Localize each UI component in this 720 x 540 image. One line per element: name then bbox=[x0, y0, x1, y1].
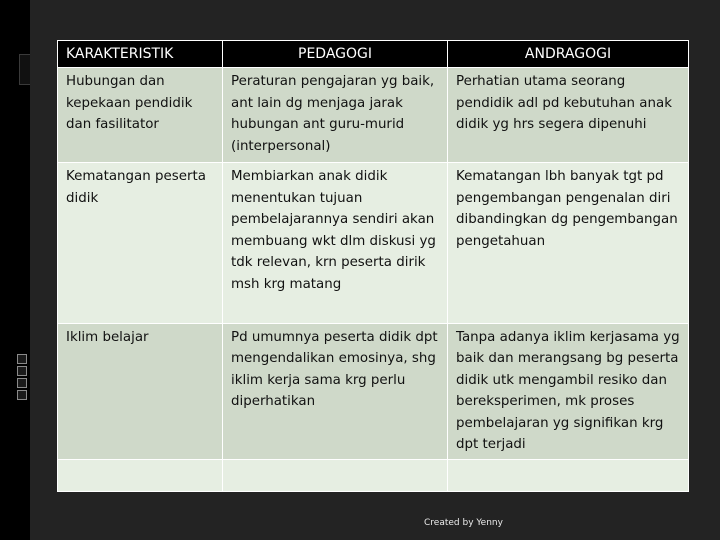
decorative-square-1 bbox=[17, 354, 27, 364]
cell-characteristic: Kematangan peserta didik bbox=[58, 163, 223, 323]
header-pedagogi: PEDAGOGI bbox=[223, 41, 448, 68]
cell-andragogi: Kematangan lbh banyak tgt pd pengembangan pengenalan diri dibandingkan dg pengembangan pengetahuan bbox=[448, 163, 689, 323]
cell-characteristic: Iklim belajar bbox=[58, 323, 223, 459]
table-row-empty bbox=[58, 459, 689, 491]
cell-characteristic: Hubungan dan kepekaan pendidik dan fasilitator bbox=[58, 68, 223, 163]
cell-characteristic bbox=[58, 459, 223, 491]
cell-pedagogi: Peraturan pengajaran yg baik, ant lain dg menjaga jarak hubungan ant guru-murid (interpersonal) bbox=[223, 68, 448, 163]
cell-pedagogi bbox=[223, 459, 448, 491]
cell-pedagogi: Membiarkan anak didik menentukan tujuan pembelajarannya sendiri akan membuang wkt dlm diskusi yg tdk relevan, krn peserta dirik msh krg matang bbox=[223, 163, 448, 323]
decorative-square-3 bbox=[17, 378, 27, 388]
decorative-square-4 bbox=[17, 390, 27, 400]
footer-credit: Created by Yenny bbox=[424, 518, 503, 528]
cell-pedagogi: Pd umumnya peserta didik dpt mengendalikan emosinya, shg iklim kerja sama krg perlu diperhatikan bbox=[223, 323, 448, 459]
table-header-row bbox=[58, 41, 689, 68]
header-andragogi: ANDRAGOGI bbox=[448, 41, 689, 68]
cell-andragogi bbox=[448, 459, 689, 491]
cell-andragogi: Tanpa adanya iklim kerjasama yg baik dan merangsang bg peserta didik utk mengambil resiko dan bereksperimen, mk proses pembelajaran yg signifikan krg dpt terjadi bbox=[448, 323, 689, 459]
header-characteristic: KARAKTERISTIK bbox=[58, 41, 223, 68]
slide-left-decoration bbox=[0, 0, 30, 540]
comparison-table bbox=[57, 40, 689, 492]
table-row bbox=[58, 68, 689, 163]
table-row bbox=[58, 323, 689, 459]
decorative-square-2 bbox=[17, 366, 27, 376]
table-row bbox=[58, 163, 689, 323]
cell-andragogi: Perhatian utama seorang pendidik adl pd kebutuhan anak didik yg hrs segera dipenuhi bbox=[448, 68, 689, 163]
